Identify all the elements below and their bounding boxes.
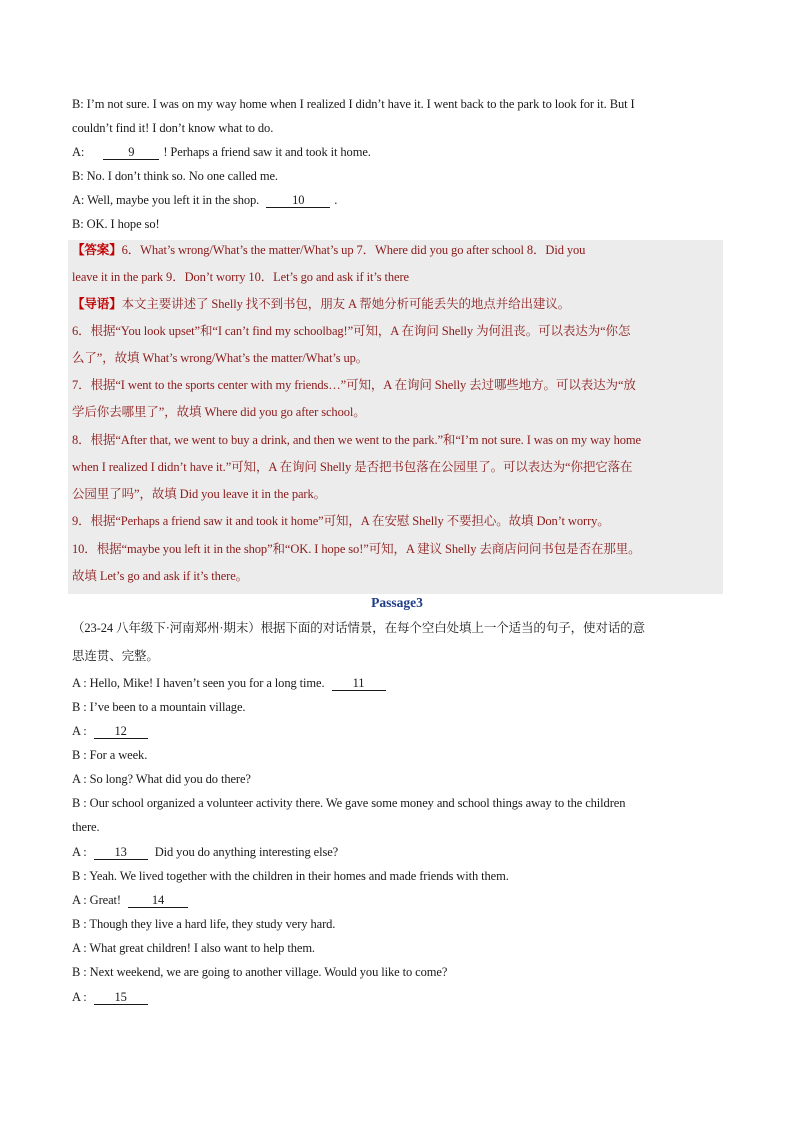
dialogue-line: B: No. I don’t think so. No one called me. bbox=[72, 169, 278, 183]
answer-blank-12[interactable]: 12 bbox=[94, 724, 148, 739]
speaker-label: A: bbox=[72, 145, 85, 159]
dialogue-text: A: Well, maybe you left it in the shop. bbox=[72, 193, 260, 207]
dialogue-line: B : Yeah. We lived together with the children in their homes and made friends with them. bbox=[72, 869, 509, 883]
answer-blank-10[interactable]: 10 bbox=[266, 193, 330, 208]
instruction-line: （23-24 八年级下·河南郑州·期末）根据下面的对话情景，在每个空白处填上一个适当的句子，使对话的意 bbox=[72, 621, 646, 635]
answer-text: 6．What’s wrong/What’s the matter/What’s up 7．Where did you go after school 8．Did you bbox=[121, 243, 586, 257]
explanation-line: 8．根据“After that, we went to buy a drink, and then we went to the park.”和“I’m not sure. I was on my way home bbox=[72, 433, 642, 447]
answer-blank-14[interactable]: 14 bbox=[128, 893, 188, 908]
explanation-line: 9．根据“Perhaps a friend saw it and took it home”可知，A 在安慰 Shelly 不要担心。故填 Don’t worry。 bbox=[72, 514, 610, 528]
explanation-line: 么了”，故填 What’s wrong/What’s the matter/What’s up。 bbox=[72, 351, 369, 365]
answer-blank-11[interactable]: 11 bbox=[332, 676, 386, 691]
explanation-line: when I realized I didn’t have it.”可知，A 在询问 Shelly 是否把书包落在公园里了。可以表达为“你把它落在 bbox=[72, 460, 633, 474]
dialogue-line bbox=[72, 144, 722, 160]
dialogue-text: A : Hello, Mike! I haven’t seen you for a long time. bbox=[72, 676, 325, 690]
dialogue-line bbox=[72, 723, 722, 739]
dialogue-line bbox=[72, 892, 722, 908]
answer-line bbox=[72, 242, 722, 258]
explanation-line: 7．根据“I went to the sports center with my friends…”可知，A 在询问 Shelly 去过哪些地方。可以表达为“放 bbox=[72, 378, 636, 392]
explanation-line: 6．根据“You look upset”和“I can’t find my schoolbag!”可知，A 在询问 Shelly 为何沮丧。可以表达为“你怎 bbox=[72, 324, 631, 338]
dialogue-line: B : Next weekend, we are going to another village. Would you like to come? bbox=[72, 965, 448, 979]
guide-text: 本文主要讲述了 Shelly 找不到书包，朋友 A 帮她分析可能丢失的地点并给出建议。 bbox=[121, 297, 571, 311]
speaker-label: A : bbox=[72, 990, 87, 1004]
dialogue-text: A : Great! bbox=[72, 893, 121, 907]
guide-line bbox=[72, 296, 722, 312]
dialogue-text: . bbox=[334, 193, 338, 207]
answer-blank-9[interactable]: 9 bbox=[103, 145, 159, 160]
dialogue-line: B: OK. I hope so! bbox=[72, 217, 160, 231]
speaker-label: A : bbox=[72, 845, 87, 859]
instruction-line: 思连贯、完整。 bbox=[72, 649, 159, 663]
explanation-line: 10．根据“maybe you left it in the shop”和“OK. I hope so!”可知，A 建议 Shelly 去商店问问书包是否在那里。 bbox=[72, 542, 641, 556]
guide-tag: 【导语】 bbox=[72, 297, 122, 311]
dialogue-line: B: I’m not sure. I was on my way home when I realized I didn’t have it. I went back to the park to look for it. But I bbox=[72, 97, 635, 111]
dialogue-line bbox=[72, 989, 722, 1005]
dialogue-text: ! Perhaps a friend saw it and took it home. bbox=[163, 145, 371, 159]
explanation-line: 故填 Let’s go and ask if it’s there。 bbox=[72, 569, 249, 583]
dialogue-line: B : Our school organized a volunteer activity there. We gave some money and school things away to the children bbox=[72, 796, 626, 810]
dialogue-line: B : For a week. bbox=[72, 748, 148, 762]
answer-line: leave it in the park 9．Don’t worry 10．Let’s go and ask if it’s there bbox=[72, 270, 409, 284]
answer-blank-15[interactable]: 15 bbox=[94, 990, 148, 1005]
dialogue-text: Did you do anything interesting else? bbox=[154, 845, 339, 859]
dialogue-line: B : I’ve been to a mountain village. bbox=[72, 700, 246, 714]
dialogue-line: A : So long? What did you do there? bbox=[72, 772, 251, 786]
dialogue-line: A : What great children! I also want to help them. bbox=[72, 941, 315, 955]
answer-tag: 【答案】 bbox=[72, 243, 122, 257]
speaker-label: A : bbox=[72, 724, 87, 738]
dialogue-line bbox=[72, 192, 722, 208]
passage-title: Passage3 bbox=[371, 595, 423, 610]
explanation-line: 公园里了吗”，故填 Did you leave it in the park。 bbox=[72, 487, 327, 501]
dialogue-line: there. bbox=[72, 820, 100, 834]
dialogue-line bbox=[72, 675, 722, 691]
dialogue-line: B : Though they live a hard life, they study very hard. bbox=[72, 917, 336, 931]
answer-blank-13[interactable]: 13 bbox=[94, 845, 148, 860]
explanation-line: 学后你去哪里了”，故填 Where did you go after school。 bbox=[72, 405, 366, 419]
dialogue-line: couldn’t find it! I don’t know what to do. bbox=[72, 121, 274, 135]
dialogue-line bbox=[72, 844, 722, 860]
